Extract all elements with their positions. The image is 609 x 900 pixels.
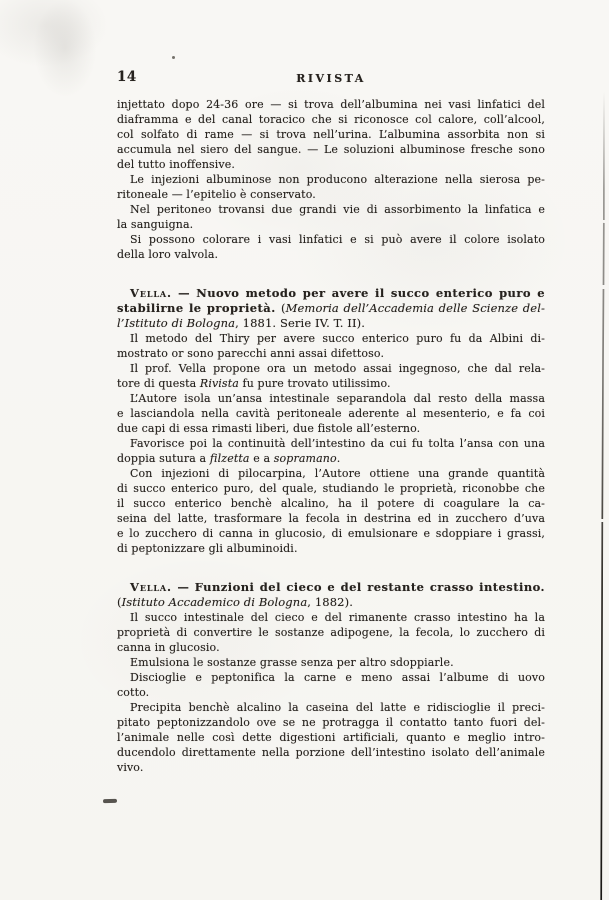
text-segment: ritoneale — l’epitelio è conservato. <box>117 188 316 201</box>
text-segment: canna in glucosio. <box>117 641 220 654</box>
paragraph <box>117 466 545 556</box>
text-line <box>117 745 545 760</box>
scan-smudge <box>20 0 110 120</box>
text-segment: il succo enterico benchè alcalino, ha il potere di coagulare la ca- <box>117 497 545 510</box>
text-line <box>117 112 545 127</box>
paragraph <box>117 202 545 232</box>
text-line <box>117 187 545 202</box>
text-segment: vivo. <box>117 761 144 774</box>
text-line <box>117 541 545 556</box>
text-segment: e lasciandola nella cavità peritoneale aderente al mesenterio, e fa coi <box>117 407 545 420</box>
text-segment: accumula nel siero del sangue. — Le soluzioni albuminose fresche sono <box>117 143 545 156</box>
text-segment: Le injezioni albuminose non producono alterazione nella sierosa pe- <box>130 173 545 186</box>
text-segment: Emulsiona le sostanze grasse senza per altro sdoppiarle. <box>130 656 454 669</box>
text-segment: sopramano <box>273 452 337 465</box>
text-segment: ( <box>280 301 286 315</box>
text-line <box>117 202 545 217</box>
text-segment: proprietà di convertire le sostanze adipogene, la fecola, lo zucchero di <box>117 626 545 639</box>
text-line <box>117 610 545 625</box>
text-line <box>117 496 545 511</box>
text-line <box>117 346 545 361</box>
text-segment: filzetta <box>209 452 250 465</box>
text-segment: Con injezioni di pilocarpina, l’Autore ottiene una grande quantità <box>130 467 545 480</box>
text-segment: doppia sutura a <box>117 452 210 465</box>
text-line <box>117 655 545 670</box>
text-line <box>117 580 545 595</box>
page-body <box>117 97 545 775</box>
text-line <box>117 286 545 301</box>
text-line <box>117 526 545 541</box>
text-segment: Rivista <box>199 377 239 390</box>
text-line <box>117 466 545 481</box>
text-line <box>117 142 545 157</box>
text-segment: L’Autore isola un’ansa intestinale separandola dal resto della massa <box>130 392 545 405</box>
text-segment: Vella. <box>130 286 172 300</box>
text-segment: Favorisce poi la continuità dell’intestino da cui fu tolta l’ansa con una <box>130 437 545 450</box>
text-segment: Il metodo del Thiry per avere succo enterico puro fu da Albini di- <box>130 332 545 345</box>
text-segment: seina del latte, trasformare la fecola in destrina ed in zucchero d’uva <box>117 512 545 525</box>
text-segment: cotto. <box>117 686 150 699</box>
text-segment: Il succo intestinale del cieco e del rimanente crasso intestino ha la <box>130 611 545 624</box>
text-line <box>117 331 545 346</box>
text-line <box>117 172 545 187</box>
text-line <box>117 451 545 466</box>
text-line <box>117 127 545 142</box>
text-segment: ( <box>117 595 122 609</box>
text-segment: l’Istituto di Bologna <box>117 316 236 330</box>
text-segment: Vella. <box>130 580 172 594</box>
text-segment: ducendolo direttamente nella porzione dell’intestino isolato dell’animale <box>117 746 545 759</box>
text-segment: della loro valvola. <box>117 248 219 261</box>
paragraph <box>117 172 545 202</box>
text-segment: — Funzioni del cieco e del restante crasso intestino. <box>171 580 545 594</box>
paragraph <box>117 700 545 775</box>
text-segment: due capi di essa rimasti liberi, due fistole all’esterno. <box>117 422 421 435</box>
text-segment: Nel peritoneo trovansi due grandi vie di assorbimento la linfatica e <box>130 203 545 216</box>
page-header-title: RIVISTA <box>296 72 366 85</box>
text-line <box>117 301 545 316</box>
paragraph <box>117 331 545 361</box>
text-segment: Si possono colorare i vasi linfatici e si può avere il colore isolato <box>130 233 545 246</box>
text-segment: diaframma e del canal toracico che si riconosce col calore, coll’alcool, <box>117 113 545 126</box>
text-line <box>117 625 545 640</box>
text-line <box>117 640 545 655</box>
text-segment: , 1881. Serie IV. T. II). <box>235 316 366 330</box>
text-line <box>117 481 545 496</box>
text-line <box>117 232 545 247</box>
text-segment: col solfato di rame — si trova nell’urina. L’albumina assorbita non si <box>117 128 545 141</box>
text-line <box>117 700 545 715</box>
paragraph <box>117 610 545 655</box>
paragraph <box>117 655 545 670</box>
text-line <box>117 685 545 700</box>
text-line <box>117 316 545 331</box>
paragraph <box>117 436 545 466</box>
text-segment: injettato dopo 24-36 ore — si trova dell’albumina nei vasi linfatici del <box>117 98 545 111</box>
text-segment: la sanguigna. <box>117 218 194 231</box>
text-line <box>117 421 545 436</box>
text-segment: e lo zucchero di canna in glucosio, di emulsionare e sdoppiare i grassi, <box>117 527 545 540</box>
text-segment: — Nuovo metodo per avere il succo enterico puro e <box>171 286 545 300</box>
text-segment: Discioglie e peptonifica la carne e meno assai l’albume di uovo <box>130 671 545 684</box>
text-line <box>117 361 545 376</box>
text-line <box>117 436 545 451</box>
text-segment: di peptonizzare gli albuminoidi. <box>117 542 298 555</box>
text-segment: stabilirne le proprietà. <box>117 301 281 315</box>
text-line <box>117 730 545 745</box>
text-line <box>117 511 545 526</box>
text-line <box>117 376 545 391</box>
text-segment: Il prof. Vella propone ora un metodo assai ingegnoso, che dal rela- <box>130 362 545 375</box>
text-segment: di succo enterico puro, del quale, studiando le proprietà, riconobbe che <box>117 482 545 495</box>
text-line <box>117 391 545 406</box>
section-heading <box>117 580 545 610</box>
text-segment: Istituto Accademico di Bologna <box>121 595 308 609</box>
text-line <box>117 247 545 262</box>
text-segment: mostrato or sono parecchi anni assai difettoso. <box>117 347 385 360</box>
paragraph <box>117 361 545 391</box>
text-line <box>117 217 545 232</box>
scan-speck <box>172 56 175 59</box>
section-heading <box>117 286 545 331</box>
text-line <box>117 97 545 112</box>
text-segment: l’animale nelle così dette digestioni artificiali, quanto e meglio intro- <box>117 731 545 744</box>
text-line <box>117 760 545 775</box>
text-segment: , 1882). <box>307 595 353 609</box>
text-segment: Memoria dell’Accademia delle Scienze del- <box>285 301 545 315</box>
paragraph <box>117 670 545 700</box>
text-segment: tore di questa <box>117 377 200 390</box>
text-line <box>117 406 545 421</box>
text-segment: Precipita benchè alcalino la caseina del latte e ridiscioglie il preci- <box>130 701 545 714</box>
text-line <box>117 715 545 730</box>
paragraph <box>117 97 545 172</box>
text-line <box>117 157 545 172</box>
page-number: 14 <box>117 69 137 85</box>
text-segment: del tutto inoffensive. <box>117 158 236 171</box>
text-line <box>117 670 545 685</box>
paragraph <box>117 232 545 262</box>
text-line <box>117 595 545 610</box>
text-segment: pitato peptonizzandolo ove se ne protragga il contatto tanto fuori del- <box>117 716 545 729</box>
paragraph <box>117 391 545 436</box>
text-segment: . <box>336 452 341 465</box>
text-segment: fu pure trovato utilissimo. <box>238 377 391 390</box>
text-segment: e a <box>249 452 274 465</box>
scan-speck <box>103 799 117 803</box>
